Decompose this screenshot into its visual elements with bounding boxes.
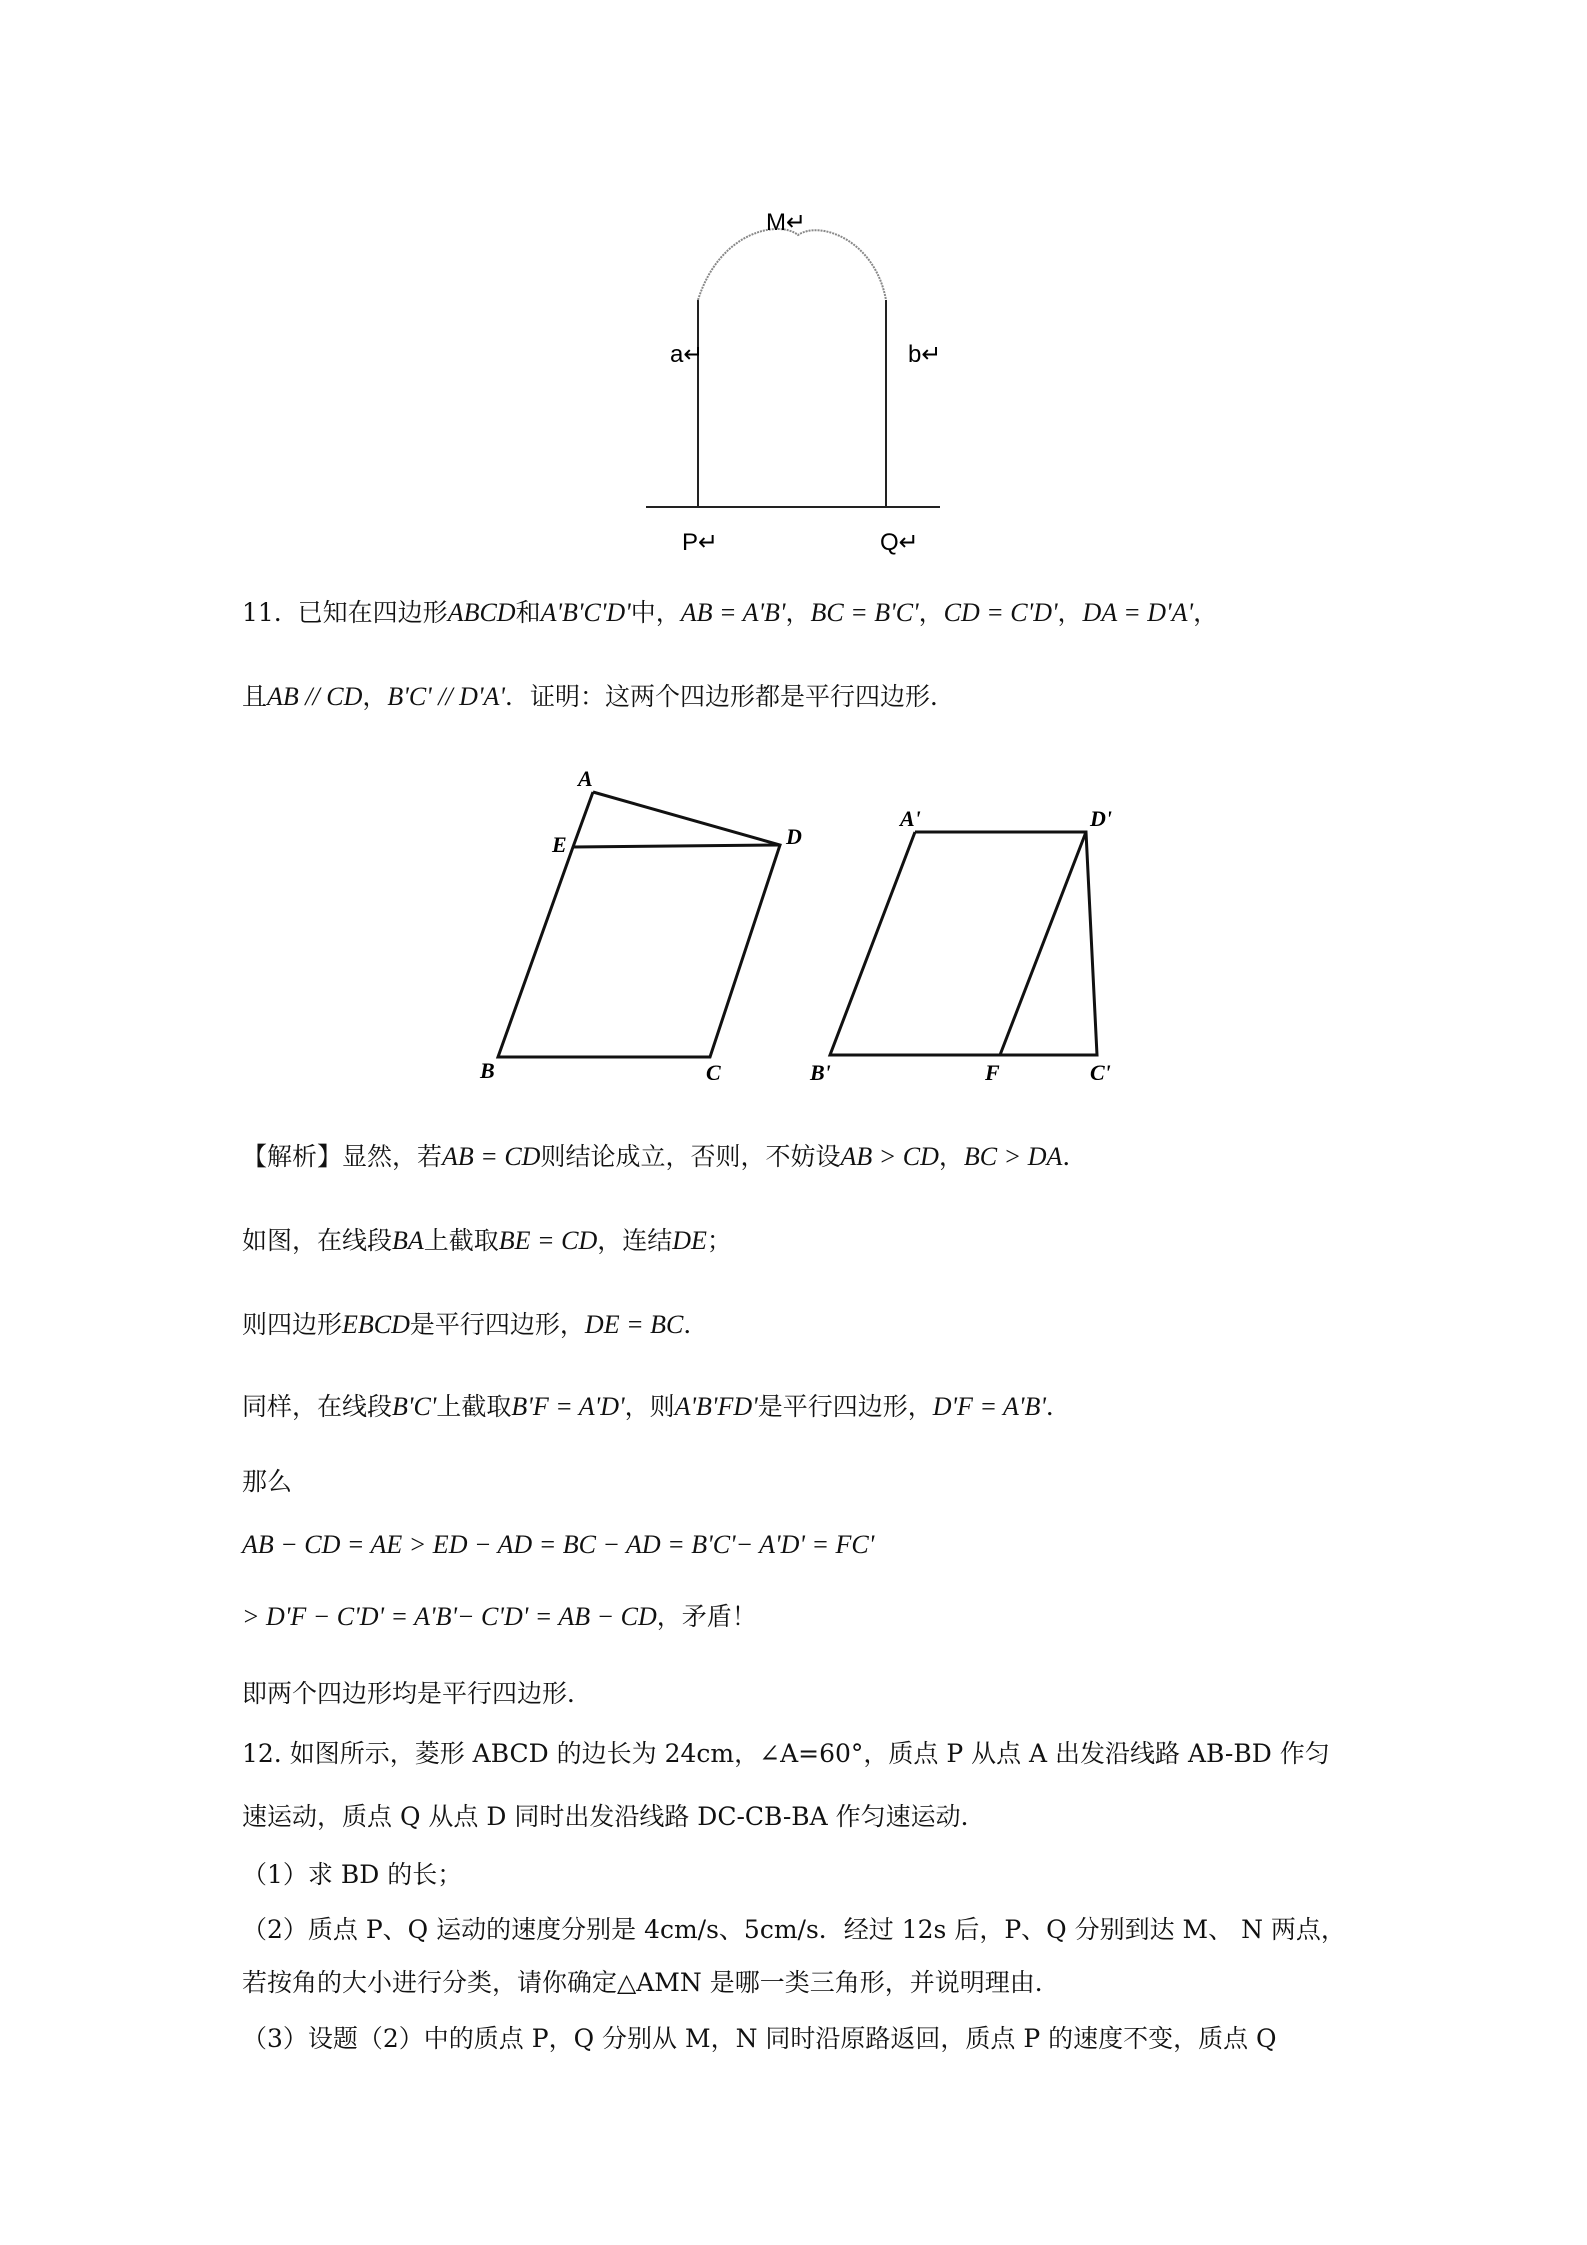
q11-line-2: 且AB // CD，B'C' // D'A'．证明：这两个四边形都是平行四边形． — [242, 682, 955, 711]
label-p: P↵ — [682, 529, 719, 556]
segment-d1f — [1000, 832, 1086, 1055]
segment-ed — [573, 845, 780, 847]
left-quadrilateral — [498, 792, 780, 1057]
q12-line-5: 若按角的大小进行分类，请你确定△AMN 是哪一类三角形，并说明理由． — [242, 1968, 1060, 1997]
label-A: A — [578, 766, 593, 791]
figure-arch — [630, 200, 950, 565]
right-quadrilateral — [830, 832, 1097, 1055]
q12-line-4: （2）质点 P、Q 运动的速度分别是 4cm/s、5cm/s．经过 12s 后，P、Q 分别到达 M、 N 两点， — [242, 1915, 1346, 1944]
arc-m — [698, 229, 886, 300]
label-q: Q↵ — [880, 529, 919, 556]
q12-line-6: （3）设题（2）中的质点 P，Q 分别从 M，N 同时沿原路返回，质点 P 的速度不变，质点 Q — [242, 2024, 1277, 2053]
label-B1: B' — [810, 1060, 831, 1085]
label-D1: D' — [1090, 806, 1112, 831]
label-E: E — [552, 832, 567, 857]
solution-line-3: 则四边形EBCD是平行四边形，DE = BC． — [242, 1310, 709, 1339]
solution-line-8: 即两个四边形均是平行四边形． — [242, 1679, 593, 1708]
label-B: B — [480, 1058, 495, 1083]
solution-line-6: AB − CD = AE > ED − AD = BC − AD = B'C'− A'D' = FC' — [242, 1530, 875, 1559]
q12-line-2: 速运动，质点 Q 从点 D 同时出发沿线路 DC-CB-BA 作匀速运动． — [242, 1802, 986, 1831]
solution-line-4: 同样，在线段B'C'上截取B'F = A'D'，则A'B'FD'是平行四边形，D'F = A'B'． — [242, 1392, 1071, 1421]
solution-line-7: > D'F − C'D' = A'B'− C'D' = AB − CD，矛盾！ — [242, 1602, 757, 1631]
label-b: b↵ — [908, 341, 942, 368]
label-F: F — [985, 1060, 1000, 1085]
label-C1: C' — [1090, 1060, 1111, 1085]
label-a: a↵ — [670, 341, 704, 368]
solution-line-5: 那么 — [242, 1467, 293, 1496]
solution-line-2: 如图，在线段BA上截取BE = CD，连结DE； — [242, 1226, 732, 1255]
q12-line-1: 12. 如图所示，菱形 ABCD 的边长为 24cm，∠A=60°，质点 P 从点 A 出发沿线路 AB-BD 作匀 — [242, 1739, 1330, 1768]
label-C: C — [706, 1060, 721, 1085]
label-A1: A' — [900, 806, 921, 831]
q12-line-3: （1）求 BD 的长； — [242, 1860, 463, 1889]
label-m: M↵ — [766, 209, 807, 236]
figure-q11 — [470, 760, 1150, 1090]
solution-line-1: 【解析】显然，若AB = CD则结论成立，否则，不妨设AB > CD，BC > DA． — [242, 1142, 1088, 1171]
label-D: D — [786, 824, 802, 849]
q11-line-1: 11. 已知在四边形ABCD和A'B'C'D'中，AB = A'B'，BC = B'C'，CD = C'D'，DA = D'A'， — [242, 598, 1219, 627]
